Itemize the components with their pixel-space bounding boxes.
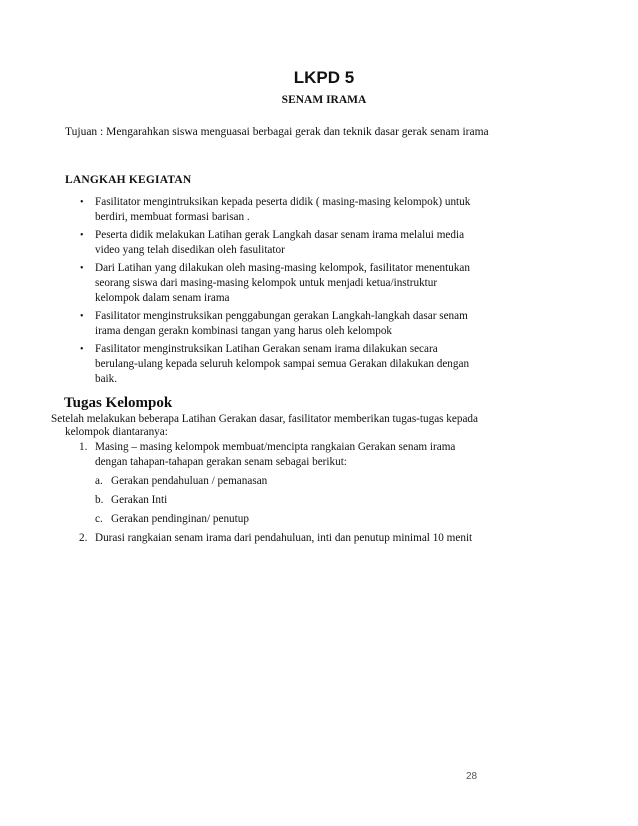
step-item xyxy=(0,195,638,225)
task-list xyxy=(0,440,638,550)
steps-heading: LANGKAH KEGIATAN xyxy=(65,174,192,186)
bullet-icon: • xyxy=(80,311,84,322)
group-task-heading: Tugas Kelompok xyxy=(64,395,173,411)
group-task-intro xyxy=(51,413,481,439)
sub-item-text: Gerakan pendahuluan / pemanasan xyxy=(111,475,268,487)
task-number: 2. xyxy=(79,532,88,544)
step-item xyxy=(0,261,638,306)
task-item xyxy=(0,440,638,527)
group-task-intro-line1: Setelah melakukan beberapa Latihan Gerakan dasar, fasilitator memberikan tugas-tugas kepada xyxy=(51,413,478,425)
step-item xyxy=(0,309,638,339)
task-text: Masing – masing kelompok membuat/mencipta rangkaian Gerakan senam irama dengan tahapan-tahapan gerakan senam sebagai berikut: xyxy=(95,441,456,468)
sub-item-text: Gerakan Inti xyxy=(111,494,168,506)
bullet-icon: • xyxy=(80,263,84,274)
sub-item-letter: b. xyxy=(95,494,104,506)
step-item xyxy=(0,342,638,387)
sub-item-text: Gerakan pendinginan/ penutup xyxy=(111,513,249,525)
group-task-intro-line2: kelompok diantaranya: xyxy=(65,426,168,438)
step-text: Fasilitator mengintruksikan kepada peserta didik ( masing-masing kelompok) untuk berdiri, membuat formasi barisan . xyxy=(95,196,471,223)
sub-item xyxy=(0,512,638,527)
task-text: Durasi rangkaian senam irama dari pendahuluan, inti dan penutup minimal 10 menit xyxy=(95,532,473,544)
step-text: Fasilitator menginstruksikan penggabungan gerakan Langkah-langkah dasar senam irama dengan gerakn kombinasi tangan yang harus oleh kelompok xyxy=(95,310,468,337)
step-text: Peserta didik melakukan Latihan gerak Langkah dasar senam irama melalui media video yang telah disedikan oleh fasulitator xyxy=(95,229,465,256)
page-subtitle: SENAM IRAMA xyxy=(281,94,367,106)
steps-list xyxy=(0,195,638,390)
bullet-icon: • xyxy=(80,230,84,241)
sub-item-letter: a. xyxy=(95,475,103,487)
sub-item-letter: c. xyxy=(95,513,103,525)
sub-item xyxy=(0,474,638,489)
step-text: Dari Latihan yang dilakukan oleh masing-masing kelompok, fasilitator menentukan seorang siswa dari masing-masing kelompok untuk menjadi ketua/instruktur kelompok dalam senam irama xyxy=(95,262,470,304)
bullet-icon: • xyxy=(80,344,84,355)
step-item xyxy=(0,228,638,258)
task-sublist xyxy=(0,474,638,527)
step-text: Fasilitator menginstruksikan Latihan Gerakan senam irama dilakukan secara berulang-ulang kepada seluruh kelompok sampai semua Gerakan dilakukan dengan baik. xyxy=(95,343,470,385)
task-number: 1. xyxy=(79,441,88,453)
objective-text: Tujuan : Mengarahkan siswa menguasai berbagai gerak dan teknik dasar gerak senam irama xyxy=(65,126,489,138)
page-number: 28 xyxy=(466,771,478,782)
sub-item xyxy=(0,493,638,508)
bullet-icon: • xyxy=(80,197,84,208)
task-item xyxy=(0,531,638,546)
page-title: LKPD 5 xyxy=(293,68,355,87)
